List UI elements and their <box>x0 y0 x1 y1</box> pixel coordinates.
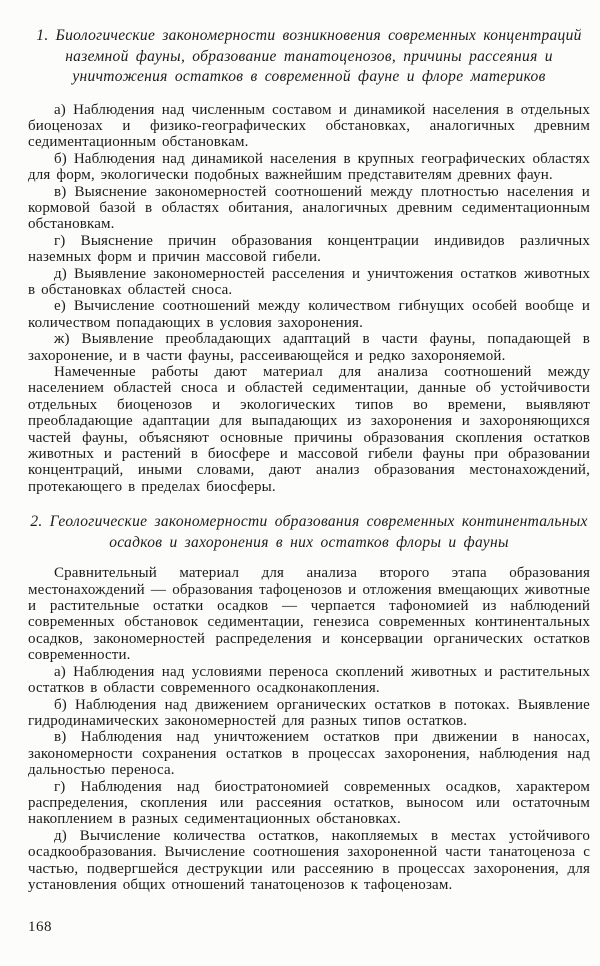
section-1-para-a: а) Наблюдения над численным составом и динамикой населения в отдельных биоценозах и физико-географических обстановках, аналогичных древним седиментационным обстановкам. <box>28 101 590 151</box>
section-1-para-v: в) Выяснение закономерностей соотношений между плотностью населения и кормовой базой в областях обитания, аналогичных древним седиментационным обстановкам. <box>28 183 590 233</box>
section-2-para-b: б) Наблюдения над движением органических остатков в потоках. Выявление гидродинамических закономерностей для разных типов остатков. <box>28 696 590 729</box>
section-1 <box>28 26 590 495</box>
section-1-para-e: е) Вычисление соотношений между количеством гибнущих особей вообще и количеством попадающих в условия захоронения. <box>28 298 590 331</box>
section-2-intro-paragraph: Сравнительный материал для анализа второго этапа образования местонахождений — образования тафоценозов и отложения вмещающих животные и растительные остатки осадков — черпается тафономией из наблюдений современных обстановок седиментации, генезиса современных континентальных осадков, закономерностей распределения и консервации органических остатков современности. <box>28 565 590 664</box>
section-1-summary-paragraph: Намеченные работы дают материал для анализа соотношений между населением областей сноса и областей седиментации, данные об устойчивости отдельных биоценозов и экологических типов во времени, выявляют преобладающие адаптации для выпадающих из захоронения и захороняющихся частей фауны, объясняют основные причины образования скопления остатков животных и растений в биосфере и массовой гибели фауны при образовании концентраций, иными словами, дают анализ образования местонахождений, протекающего в пределах биосферы. <box>28 364 590 495</box>
section-1-para-g: г) Выяснение причин образования концентрации индивидов различных наземных форм и причин массовой гибели. <box>28 232 590 266</box>
section-1-para-d: д) Выявление закономерностей расселения и уничтожения остатков животных в обстановках областей сноса. <box>28 265 590 298</box>
section-2-para-v: в) Наблюдения над уничтожением остатков при движении в наносах, закономерности сохранения остатков в процессах захоронения, наблюдения над дальностью переноса. <box>28 729 590 779</box>
section-2 <box>28 512 590 893</box>
section-2-para-a: а) Наблюдения над условиями переноса скоплений животных и растительных остатков в области современного осадконакопления. <box>28 663 590 697</box>
section-1-para-zh: ж) Выявление преобладающих адаптаций в части фауны, попадающей в захоронение, и в части фауны, рассеивающейся и редко захороняемой. <box>28 331 590 364</box>
section-1-heading: 1. Биологические закономерности возникновения современных концентраций наземной фауны, образование танатоценозов, причины рассеяния и уничтожения остатков в современной фауне и флоре материков <box>36 27 582 85</box>
section-2-para-g: г) Наблюдения над биостратономией современных осадков, характером распределения, скопления или рассеяния остатков, выносом или остаточным накоплением в разных седиментационных обстановках. <box>28 778 590 828</box>
page-number: 168 <box>28 919 52 935</box>
section-2-para-d: д) Вычисление количества остатков, накопляемых в местах устойчивого осадкообразования. Вычисление соотношения захороненной части танатоценоза с частью, подвергшейся деструкции или рассеянию в процессах захоронения, для установления общих отношений танатоценозов к тафоценозам. <box>28 827 590 893</box>
section-2-heading: 2. Геологические закономерности образования современных континентальных осадков и захоронения в них остатков флоры и фауны <box>30 513 588 551</box>
section-1-para-b: б) Наблюдения над динамикой населения в крупных географических областях для форм, экологически подобных важнейшим представителям древних фаун. <box>28 150 590 184</box>
